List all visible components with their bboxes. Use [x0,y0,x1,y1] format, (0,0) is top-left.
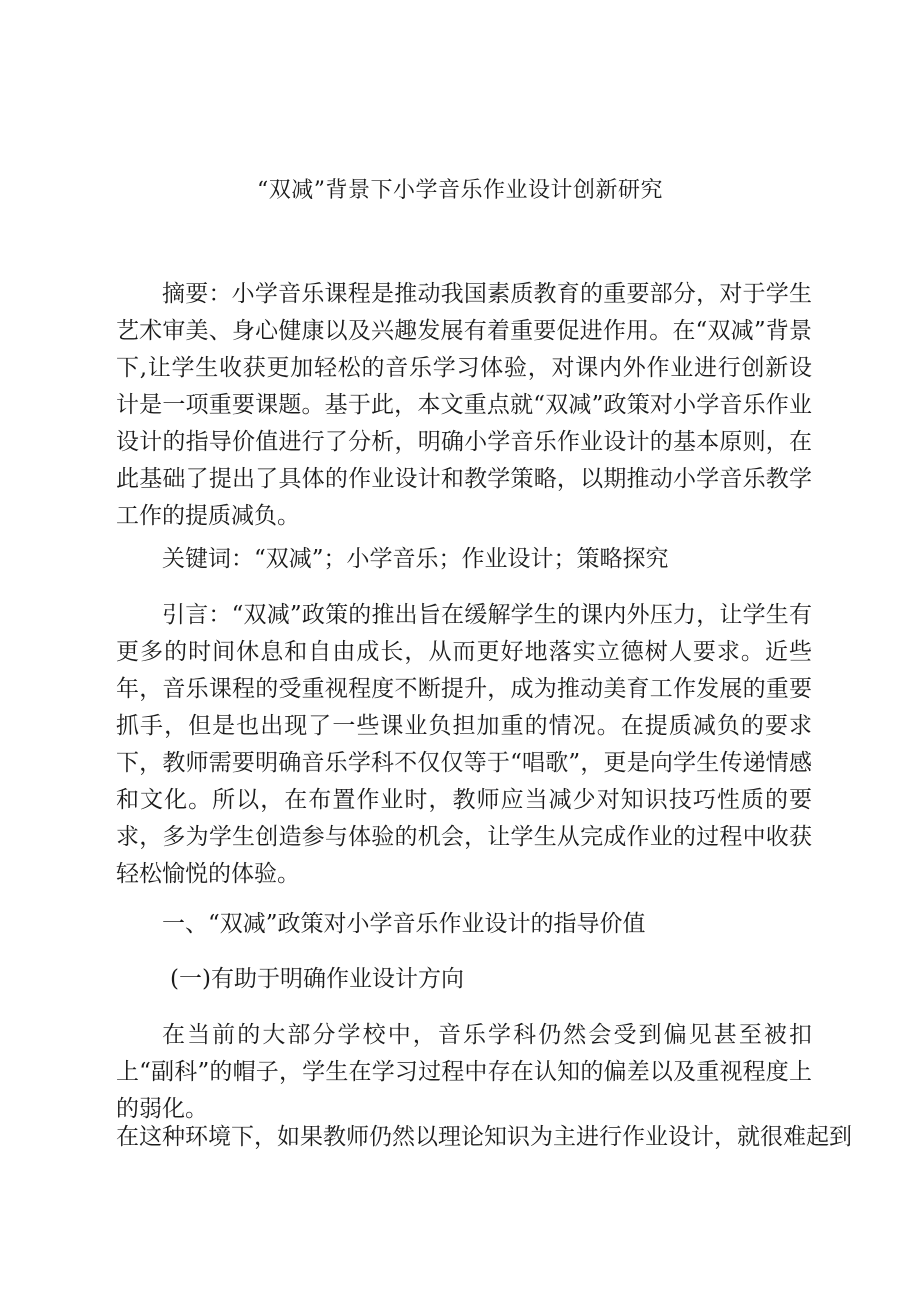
document-title: “双减”背景下小学音乐作业设计创新研究 [257,178,663,203]
body-paragraph: 在这种环境下，如果教师仍然以理论知识为主进行作业设计，就很难起到 [116,1124,852,1150]
keywords-line: 关键词：“双减”；小学音乐；作业设计；策略探究 [162,546,669,572]
body-paragraph: 在当前的大部分学校中，音乐学科仍然会受到偏见甚至被扣上“副科”的帽子，学生在学习过程中存在认知的偏差以及重视程度上的弱化。 [116,1022,812,1122]
section-heading: 一、“双减”政策对小学音乐作业设计的指导价值 [162,911,646,937]
abstract-paragraph: 摘要：小学音乐课程是推动我国素质教育的重要部分，对于学生艺术审美、身心健康以及兴趣发展有着重要促进作用。在“双减”背景下,让学生收获更加轻松的音乐学习体验，对课内外作业进行创新设计是一项重要课题。基于此，本文重点就“双减”政策对小学音乐作业设计的指导价值进行了分析，明确小学音乐作业设计的基本原则，在此基础了提出了具体的作业设计和教学策略，以期推动小学音乐教学工作的提质减负。 [116,281,812,529]
subsection-heading: (一)有助于明确作业设计方向 [170,966,464,992]
introduction-paragraph: 引言：“双减”政策的推出旨在缓解学生的课内外压力，让学生有更多的时间休息和自由成长，从而更好地落实立德树人要求。近些年，音乐课程的受重视程度不断提升，成为推动美育工作发展的重要抓手，但是也出现了一些课业负担加重的情况。在提质减负的要求下，教师需要明确音乐学科不仅仅等于“唱歌”，更是向学生传递情感和文化。所以，在布置作业时，教师应当减少对知识技巧性质的要求，多为学生创造参与体验的机会，让学生从完成作业的过程中收获轻松愉悦的体验。 [116,602,812,887]
